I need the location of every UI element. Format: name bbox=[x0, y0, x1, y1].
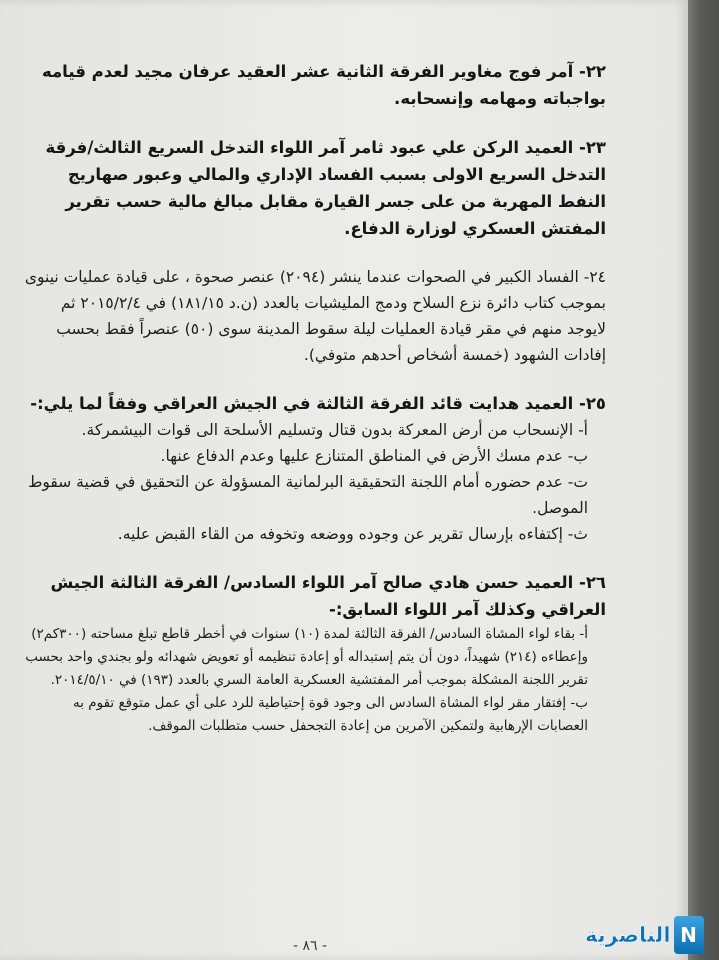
item-26 bbox=[20, 569, 606, 738]
item-22: ٢٢- آمر فوج مغاوير الفرقة الثانية عشر العقيد عرفان مجيد لعدم قيامه بواجباته ومهامه وإنسحابه. bbox=[41, 62, 606, 108]
item-25-sub-b: ب- عدم مسك الأرض في المناطق المتنازع عليها وعدم الدفاع عنها. bbox=[160, 447, 588, 465]
logo-text: الناصرية bbox=[585, 923, 671, 947]
item-25 bbox=[20, 390, 606, 547]
item-23: ٢٣- العميد الركن علي عبود ثامر آمر اللواء التدخل السريع الثالث/فرقة التدخل السريع الاولى بسبب الفساد الإداري والمالي وعبور صهاريج النفط المهربة من على جسر القيارة مقابل مبالغ مالية حسب تقرير المفتش العسكري لوزارة الدفاع. bbox=[45, 138, 606, 238]
document-body bbox=[20, 58, 606, 760]
item-26-sub-b: ب- إفتقار مقر لواء المشاة السادس الى وجود قوة إحتياطية للرد على أي عمل متوقع تقوم به العصابات الإرهابية ولتمكين الآمرين من إعادة التجحفل حسب متطلبات الموقف. bbox=[72, 695, 588, 734]
desk-background bbox=[688, 0, 719, 960]
page-number: - ٨٦ - bbox=[292, 938, 328, 954]
item-26-sub-a: أ- بقاء لواء المشاة السادس/ الفرقة الثالثة لمدة (١٠) سنوات في أخطر قاطع تبلغ مساحته (٣٠٠كم٢) وإعطاءه (٢١٤) شهيداً، دون أن يتم إستبداله أو إعادة تنظيمه أو تعويض شهدائه ولو بجندي واحد بحسب تقرير اللجنة المشكلة بموجب أمر المفتشية العسكرية العامة السري بالعدد (١٩٣) في ٢٠١٤/٥/١٠. bbox=[25, 626, 588, 688]
item-24: ٢٤- الفساد الكبير في الصحوات عندما ينشر (٢٠٩٤) عنصر صحوة ، على قيادة عمليات نينوى بموجب كتاب دائرة نزع السلاح ودمج المليشيات بالعدد (ن.د ١٨١/١٥) في ٢٠١٥/٢/٤ ثم لايوجد منهم في مقر قيادة العمليات ليلة سقوط المدينة سوى (٥٠) عنصراً فقط بحسب إفادات الشهود (خمسة أشخاص أحدهم متوفي). bbox=[24, 268, 606, 364]
item-25-subitems bbox=[20, 417, 606, 547]
logo-icon: N bbox=[674, 916, 704, 954]
item-25-sub-th: ث- إكتفاءه بإرسال تقرير عن وجوده ووضعه وتخوفه من القاء القبض عليه. bbox=[117, 525, 588, 543]
item-25-sub-t: ت- عدم حضوره أمام اللجنة التحقيقية البرلمانية المسؤولة عن التحقيق في قضية سقوط الموصل. bbox=[28, 473, 588, 517]
item-26-subitems bbox=[20, 623, 606, 738]
watermark-logo bbox=[585, 912, 704, 958]
item-25-heading: ٢٥- العميد هدايت قائد الفرقة الثالثة في الجيش العراقي وفقاً لما يلي:- bbox=[30, 394, 606, 413]
item-26-heading: ٢٦- العميد حسن هادي صالح آمر اللواء السادس/ الفرقة الثالثة الجيش العراقي وكذلك آمر اللواء السابق:- bbox=[50, 573, 606, 619]
item-25-sub-a: أ- الإنسحاب من أرض المعركة بدون قتال وتسليم الأسلحة الى قوات البيشمركة. bbox=[81, 421, 588, 439]
